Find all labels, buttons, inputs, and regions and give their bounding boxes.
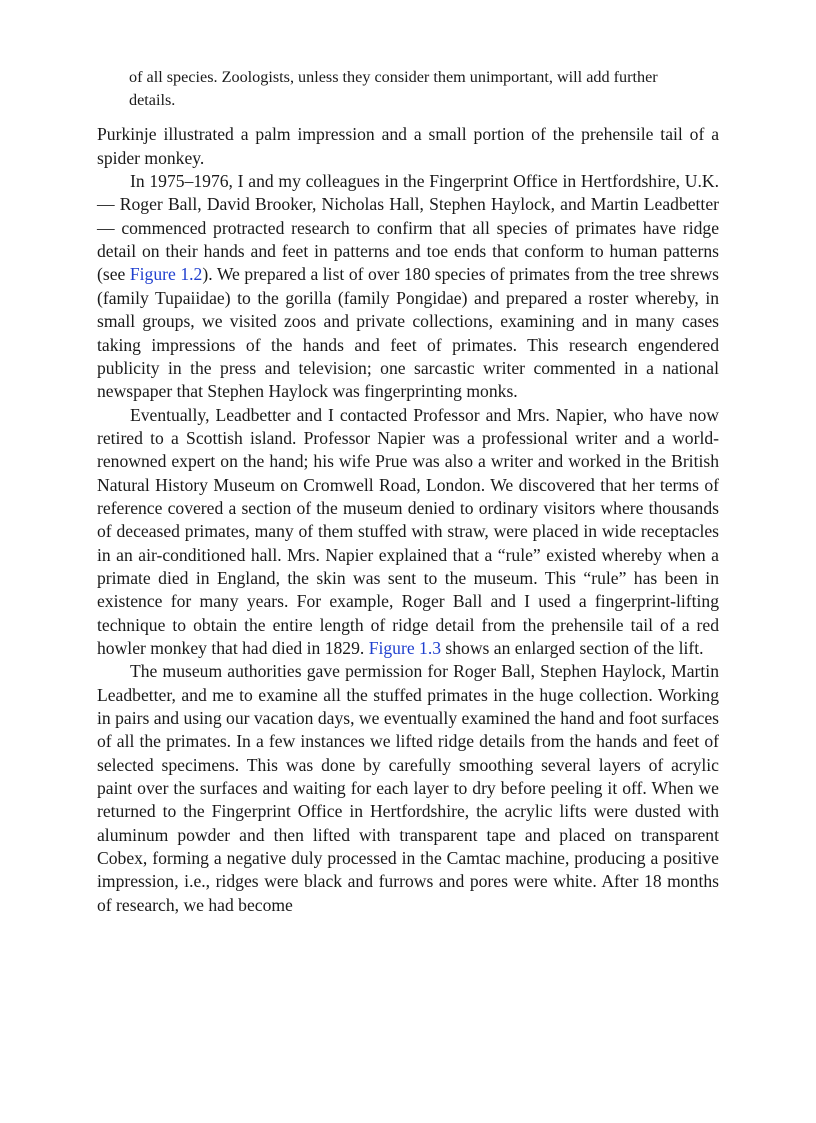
paragraph-2-text-b: ). We prepared a list of over 180 species of primates from the tree shrews (family Tupaiidae) to the gorilla (family Pongidae) and prepared a roster whereby, in small groups, we visited zoos and private collections, examining and in many cases taking impressions of the hands and feet of primates. This research engendered publicity in the press and television; one sarcastic writer commented in a national newspaper that Stephen Haylock was fingerprinting monks. [97,264,719,402]
paragraph-2-text-a: In 1975–1976, I and my colleagues in the Fingerprint Office in Hertfordshire, U.K. — Roger Ball, David Brooker, Nicholas Hall, Stephen Haylock, and Martin Leadbetter — commenced protracted research to confirm that all species of primates have ridge detail on their hands and feet in patterns and toe ends that conform to human patterns (see [97,171,719,285]
paragraph-3-text-b: shows an enlarged section of the lift. [441,637,704,658]
paragraph-3-text-a: Eventually, Leadbetter and I contacted Professor and Mrs. Napier, who have now retired to a Scottish island. Professor Napier was a professional writer and a world-renowned expert on the hand; his wife Prue was also a writer and worked in the British Natural History Museum on Cromwell Road, London. We discovered that her terms of reference covered a section of the museum denied to ordinary visitors where thousands of deceased primates, many of them stuffed with straw, were placed in wide receptacles in an air-conditioned hall. Mrs. Napier explained that a “rule” existed whereby when a primate died in England, the skin was sent to the museum. This “rule” has been in existence for many years. For example, Roger Ball and I used a fingerprint-lifting technique to obtain the entire length of ridge detail from the prehensile tail of a red howler monkey that had died in 1829. [97,404,719,658]
figure-1-3-link[interactable]: Figure 1.3 [368,637,442,658]
paragraph-4-text: The museum authorities gave permission for Roger Ball, Stephen Haylock, Martin Leadbetter, and me to examine all the stuffed primates in the huge collection. Working in pairs and using our vacation days, we eventually examined the hand and foot surfaces of all the primates. In a few instances we lifted ridge details from the hands and feet of selected specimens. This was done by carefully smoothing several layers of acrylic paint over the surfaces and waiting for each layer to dry before peeling it off. When we returned to the Fingerprint Office in Hertfordshire, the acrylic lifts were dusted with aluminum powder and then lifted with transparent tape and placed on transparent Cobex, forming a negative duly processed in the Camtac machine, producing a positive impression, i.e., ridges were black and furrows and pores were white. After 18 months of research, we had become [97,661,719,915]
block-quote: of all species. Zoologists, unless they consider them unimportant, will add further details. [129,68,658,110]
paragraph-4 [97,660,719,917]
body-text [97,123,719,917]
paragraph-2 [97,170,719,403]
paragraph-1 [97,123,719,170]
figure-1-2-link[interactable]: Figure 1.2 [129,264,203,285]
page [97,66,719,917]
paragraph-3 [97,404,719,661]
paragraph-1-text: Purkinje illustrated a palm impression and a small portion of the prehensile tail of a spider monkey. [97,124,719,168]
